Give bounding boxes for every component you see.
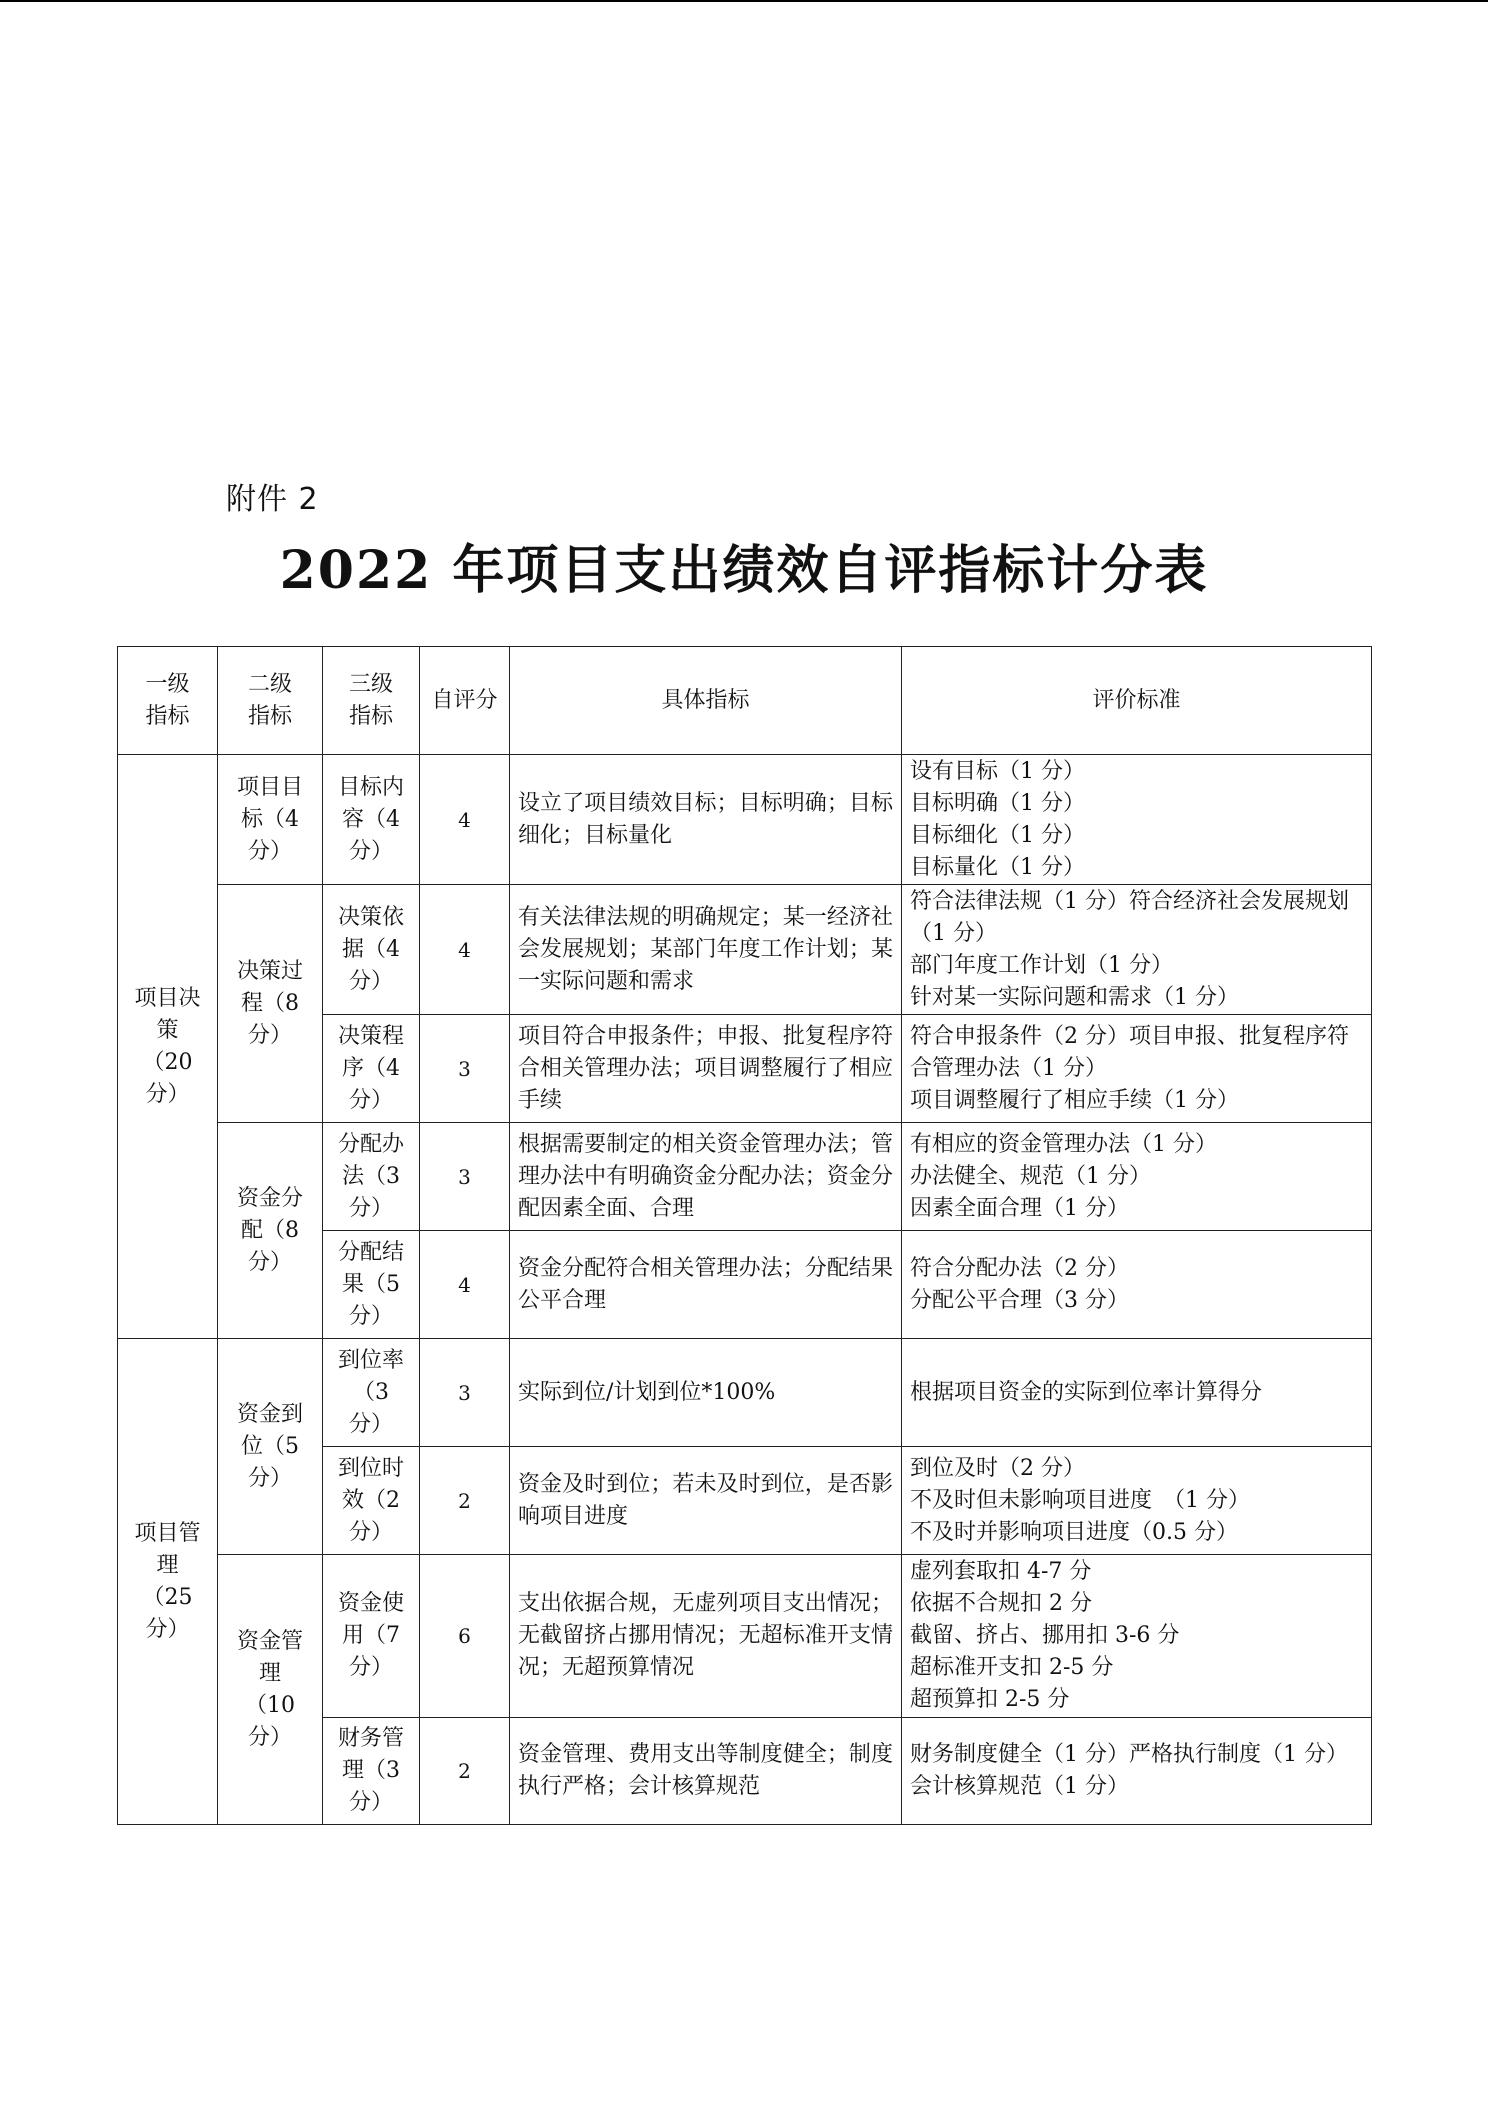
criteria-cell: 根据项目资金的实际到位率计算得分 [902, 1339, 1372, 1447]
top-border-line [0, 0, 1488, 2]
column-header-score: 自评分 [420, 647, 510, 755]
level3-cell: 决策程序（4 分） [323, 1015, 420, 1123]
score-cell: 3 [420, 1339, 510, 1447]
table-row [118, 1555, 1372, 1718]
level3-cell: 分配结果（5 分） [323, 1231, 420, 1339]
page-title: 2022 年项目支出绩效自评指标计分表 [279, 540, 1209, 601]
score-cell: 2 [420, 1447, 510, 1555]
column-header-level3: 三级指标 [323, 647, 420, 755]
criteria-cell: 符合申报条件（2 分）项目申报、批复程序符合管理办法（1 分） 项目调整履行了相应手续（1 分） [902, 1015, 1372, 1123]
score-cell: 2 [420, 1718, 510, 1825]
level3-cell: 决策依据（4 分） [323, 885, 420, 1015]
score-table [117, 646, 1372, 1825]
column-header-level2: 二级指标 [218, 647, 323, 755]
detail-cell: 资金分配符合相关管理办法；分配结果公平合理 [510, 1231, 902, 1339]
detail-cell: 实际到位/计划到位*100% [510, 1339, 902, 1447]
criteria-cell: 财务制度健全（1 分）严格执行制度（1 分） 会计核算规范（1 分） [902, 1718, 1372, 1825]
detail-cell: 资金及时到位；若未及时到位，是否影响项目进度 [510, 1447, 902, 1555]
level2-cell: 资金到位（5 分） [218, 1339, 323, 1555]
detail-cell: 根据需要制定的相关资金管理办法；管理办法中有明确资金分配办法；资金分配因素全面、合理 [510, 1123, 902, 1231]
column-header-criteria: 评价标准 [902, 647, 1372, 755]
criteria-cell: 有相应的资金管理办法（1 分） 办法健全、规范（1 分） 因素全面合理（1 分） [902, 1123, 1372, 1231]
criteria-cell: 设有目标（1 分） 目标明确（1 分） 目标细化（1 分） 目标量化（1 分） [902, 755, 1372, 885]
level3-cell: 到位率（3 分） [323, 1339, 420, 1447]
table-header-row [118, 647, 1372, 755]
detail-cell: 支出依据合规，无虚列项目支出情况；无截留挤占挪用情况；无超标准开支情况；无超预算情况 [510, 1555, 902, 1718]
level3-cell: 资金使用（7 分） [323, 1555, 420, 1718]
table-row [118, 755, 1372, 885]
column-header-level1: 一级指标 [118, 647, 218, 755]
column-header-detail: 具体指标 [510, 647, 902, 755]
level3-cell: 目标内容（4 分） [323, 755, 420, 885]
table-row [118, 1123, 1372, 1231]
detail-cell: 设立了项目绩效目标；目标明确；目标细化；目标量化 [510, 755, 902, 885]
level1-cell: 项目管理（25 分） [118, 1339, 218, 1825]
detail-cell: 资金管理、费用支出等制度健全；制度执行严格；会计核算规范 [510, 1718, 902, 1825]
level2-cell: 资金分配（8 分） [218, 1123, 323, 1339]
score-cell: 3 [420, 1015, 510, 1123]
score-cell: 3 [420, 1123, 510, 1231]
annex-label: 附件 2 [226, 482, 319, 517]
detail-cell: 有关法律法规的明确规定；某一经济社会发展规划；某部门年度工作计划；某一实际问题和需求 [510, 885, 902, 1015]
score-cell: 4 [420, 1231, 510, 1339]
level1-cell: 项目决策（20 分） [118, 755, 218, 1339]
level3-cell: 财务管理（3 分） [323, 1718, 420, 1825]
detail-cell: 项目符合申报条件；申报、批复程序符合相关管理办法；项目调整履行了相应手续 [510, 1015, 902, 1123]
score-cell: 4 [420, 885, 510, 1015]
level2-cell: 项目目标（4 分） [218, 755, 323, 885]
table-row [118, 885, 1372, 1015]
level3-cell: 分配办法（3 分） [323, 1123, 420, 1231]
criteria-cell: 到位及时（2 分） 不及时但未影响项目进度 （1 分） 不及时并影响项目进度（0.5 分） [902, 1447, 1372, 1555]
criteria-cell: 符合法律法规（1 分）符合经济社会发展规划（1 分） 部门年度工作计划（1 分） 针对某一实际问题和需求（1 分） [902, 885, 1372, 1015]
level2-cell: 资金管理（10 分） [218, 1555, 323, 1825]
table-row [118, 1339, 1372, 1447]
level2-cell: 决策过程（8 分） [218, 885, 323, 1123]
score-cell: 6 [420, 1555, 510, 1718]
criteria-cell: 符合分配办法（2 分） 分配公平合理（3 分） [902, 1231, 1372, 1339]
score-cell: 4 [420, 755, 510, 885]
criteria-cell: 虚列套取扣 4-7 分 依据不合规扣 2 分 截留、挤占、挪用扣 3-6 分 超标准开支扣 2-5 分 超预算扣 2-5 分 [902, 1555, 1372, 1718]
level3-cell: 到位时效（2 分） [323, 1447, 420, 1555]
